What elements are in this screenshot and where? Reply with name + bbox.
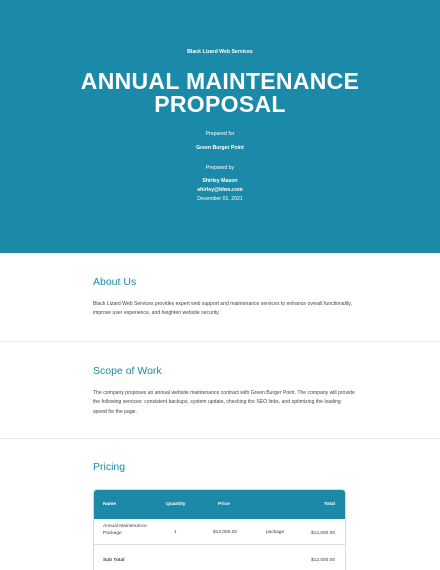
title-line-1: ANNUAL MAINTENANCE [80,68,360,94]
author-name: Shirley Mason [202,178,238,184]
row-divider [94,544,345,545]
row-total: $12,000.00 [310,531,335,536]
section-divider [0,341,440,342]
row-quantity: 1 [174,530,177,535]
column-header-quantity: Quantity [166,502,186,507]
prepared-for-label: Prepared for [205,131,235,137]
company-name: Black Lizard Web Services [187,49,253,55]
row-unit: package [266,530,285,535]
column-header-name: Name [103,502,117,507]
row-name-line-2: Package [103,531,122,536]
scope-heading: Scope of Work [93,365,162,377]
scope-text: The company proposes an annual website maintenance contract with Green Burger Point. The company will provide the following services: consistent backups, system update, checking the SEO links, and optimizing the loading speed for the page. [93,390,355,415]
prepared-by-label: Prepared by [205,165,235,171]
author-email: shirley@blws.com [197,187,243,193]
client-name: Green Burger Point [196,145,244,151]
section-divider [0,438,440,439]
column-header-price: Price [218,502,230,507]
row-price: $12,000.00 [213,530,238,535]
about-text: Black Lizard Web Services provides expert web support and maintenance services to enhance overall functionality, improve user experience, and heighten website security. [93,301,352,317]
table-header [94,490,345,519]
document-title [0,70,440,116]
proposal-date: December 01, 2021 [197,196,243,202]
pricing-table [93,489,346,570]
column-header-total: Total [323,502,335,507]
about-heading: About Us [93,276,137,288]
title-line-2: PROPOSAL [154,91,286,117]
pricing-heading: Pricing [93,461,126,473]
subtotal-value: $12,000.00 [310,558,335,563]
cover-header [0,0,440,253]
subtotal-label: Sub Total [103,558,125,563]
row-name-line-1: Annual Maintenance [103,524,147,529]
